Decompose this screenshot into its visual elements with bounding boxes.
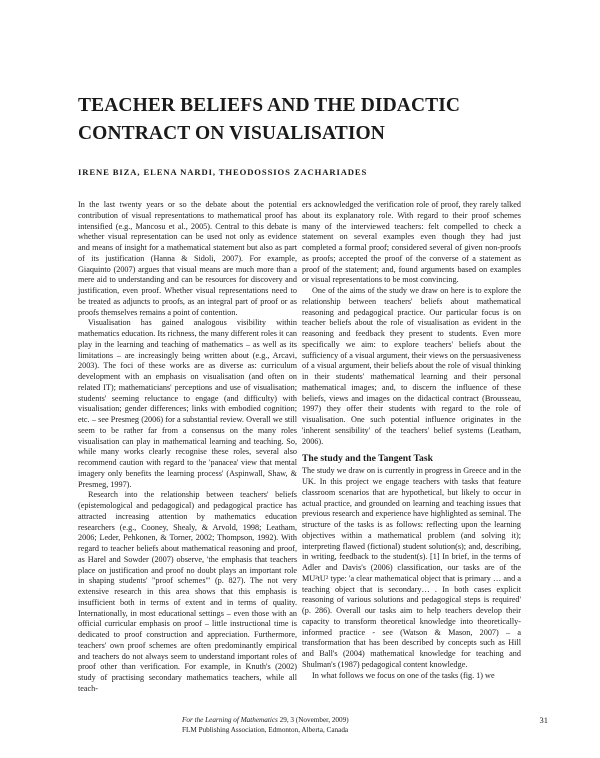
right-column — [302, 200, 521, 681]
journal-name: For the Learning of Mathematics — [182, 716, 278, 724]
article-authors: IRENE BIZA, ELENA NARDI, THEODOSSIOS ZACHARIADES — [78, 167, 368, 177]
body-paragraph: The study we draw on is currently in progress in Greece and in the UK. In this project we engage teachers with tasks that feature classroom scenarios that are hypothetical, but likely to occur in actual practice, and grounded on learning and teaching issues that previous research and experience have highlighted as seminal. The structure of the tasks is as follows: reflecting upon the learning objectives within a mathematical problem (and solving it); interpreting flawed (fictional) student solution(s); and, describing, in writing, feedback to the student(s). [1] In brief, in the terms of Adler and Davis's (2006) classification, our tasks are of the MU²tU² type: 'a clear mathematical object that is primary … and a teaching object that is secondary… . In both cases explicit reasoning of various solutions and pedagogical steps is required' (p. 286). Overall our tasks aim to help teachers develop their capacity to transform theoretical knowledge into theoretically-informed practice - see (Watson & Mason, 2007) – a transformation that has been described by concepts such as Hill and Ball's (2004) mathematical knowledge for teaching and Shulman's (1987) pedagogical content knowledge. — [302, 466, 521, 669]
body-paragraph: Visualisation has gained analogous visibility within mathematics education. Its richness, the many different roles it can play in the learning and teaching of mathematics – as well as its limitations – are increasingly being written about (e.g., Arcavi, 2003). The foci of these works are as diverse as: curriculum development with an emphasis on visualisation (and often on related IT); mathematicians' perceptions and use of visualisation; students' seeming reluctance to engage (and difficulty) with visualisation; gender differences; links with embodied cognition; etc. – see Presmeg (2006) for a substantial review. Overall we still seem to be rather far from a consensus on the many roles visualisation can play in mathematical learning and teaching. So, while many works clearly recognise these roles, several also recommend caution with regard to the 'panacea' view that mental imagery only benefits the learning process' (Aspinwall, Shaw, & Presmeg, 1997). — [78, 318, 297, 489]
body-paragraph: In what follows we focus on one of the tasks (fig. 1) we — [312, 670, 495, 680]
left-column — [78, 200, 297, 695]
section-heading: The study and the Tangent Task — [302, 453, 433, 465]
body-paragraph: Research into the relationship between teachers' beliefs (epistemological and pedagogical) and pedagogical practice has attracted increasing attention by mathematics education researchers (e.g., Cooney, Shealy, & Arvold, 1998; Leatham, 2006; Leder, Pehkonen, & Torner, 2002; Thompson, 1992). With regard to teacher beliefs about mathematical reasoning and proof, as Harel and Sowder (2007) observe, 'the emphasis that teachers place on justification and proof no doubt plays an important role in shaping students' "proof schemes"' (p. 827). The not very extensive research in this area shows that this emphasis is insufficient both in terms of extent and in terms of quality. Internationally, in most educational settings – even those with an official curricular emphasis on proof – little instructional time is dedicated to proof construction and appreciation. Furthermore, teachers' own proof schemes are often predominantly empirical and teachers do not always seem to understand important roles of proof other than verification. For example, in Knuth's (2002) study of practising secondary mathematics teachers, while all teach- — [78, 490, 297, 693]
page-number: 31 — [539, 715, 548, 725]
publisher-line: FLM Publishing Association, Edmonton, Alberta, Canada — [182, 725, 349, 734]
body-paragraph: ers acknowledged the verification role of proof, they rarely talked about its explanatory role. With regard to their proof schemes many of the interviewed teachers: felt compelled to check a statement on several examples even though they had just completed a formal proof; considered several of given non-proofs as proofs; accepted the proof of the converse of a statement as proof of the statement; and, found arguments based on examples or visual representations to be most convincing. — [302, 200, 521, 285]
journal-issue: 29, 3 (November, 2009) — [277, 716, 349, 724]
journal-citation — [182, 716, 349, 726]
body-paragraph: In the last twenty years or so the debate about the potential contribution of visual representations to mathematical proof has intensified (e.g., Mancosu et al., 2005). Central to this debate is whether visual representation can be used not only as evidence and means of insight for a mathematical statement but also as part of its justification (Hanna & Sidoli, 2007). For example, Giaquinto (2007) argues that visual means are much more than a mere aid to understanding and can be resources for discovery and justification, even proof. Whether visual representations need to be treated as adjuncts to proofs, as an integral part of proof or as proofs themselves remains a point of contention. — [78, 200, 297, 317]
article-title: TEACHER BELIEFS AND THE DIDACTIC CONTRACT ON VISUALISATION — [78, 95, 461, 144]
body-paragraph: One of the aims of the study we draw on here is to explore the relationship between teachers' beliefs about mathematical reasoning and pedagogical practice. Our particular focus is on teacher beliefs about the role of visualisation as evident in the reasoning and feedback they present to students. Even more specifically we aim: to explore teachers' beliefs about the sufficiency of a visual argument, their views on the persuasiveness of a visual argument, their beliefs about the role of visual thinking in their students' mathematical learning and their personal mathematical images; and, to discern the influence of these beliefs, views and images on the didactical contract (Brousseau, 1997) they offer their students with regard to the role of visualisation. One such potential influence originates in the 'inherent sensibility' of the teachers' belief systems (Leatham, 2006). — [302, 286, 521, 446]
